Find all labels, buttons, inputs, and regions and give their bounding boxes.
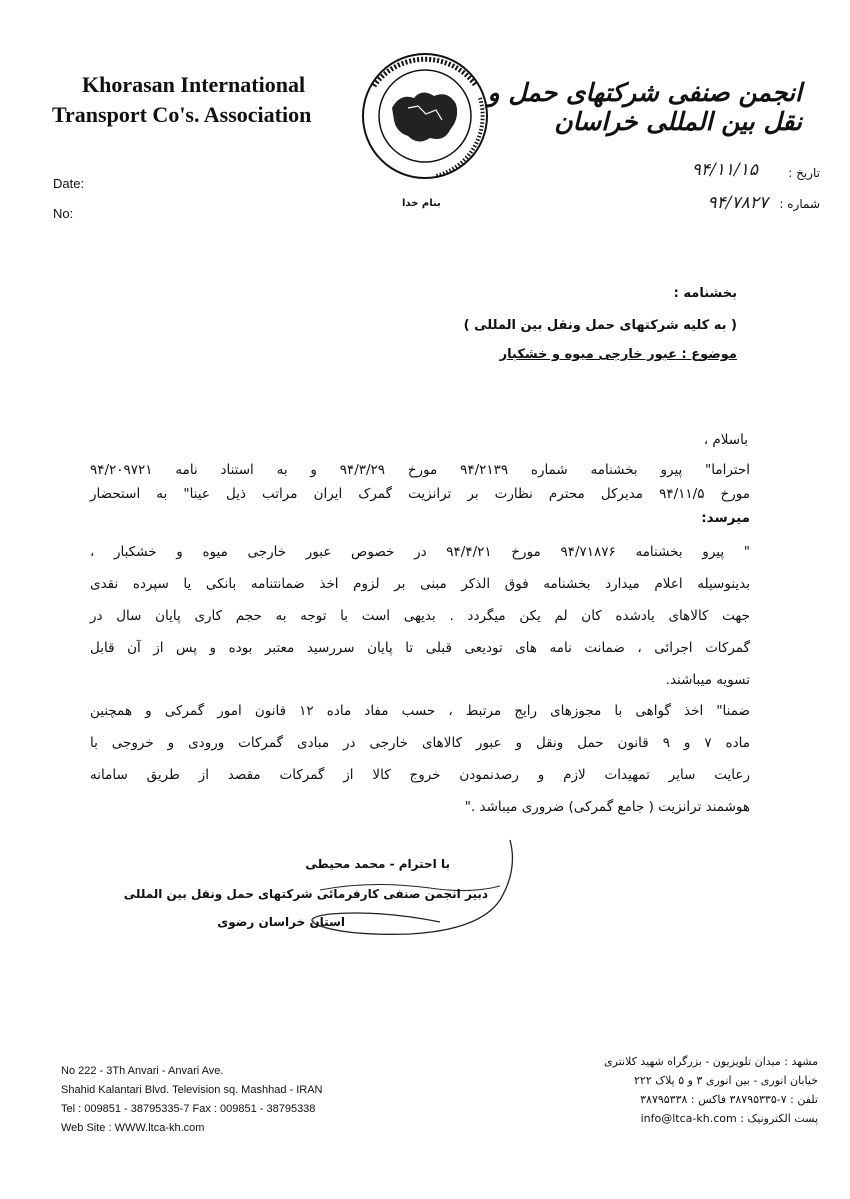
date-label-fa: تاریخ : <box>788 166 820 180</box>
subject-line: موضوع : عبور خارجی میوه و خشکبار <box>499 347 737 362</box>
number-label-fa: شماره : <box>779 197 820 211</box>
greeting: باسلام ، <box>703 432 748 448</box>
number-value: ۹۴/۷۸۲۷ <box>707 193 768 213</box>
body-line: مورخ ۹۴/۱۱/۵ مدیرکل محترم نظارت بر ترانزیت گمرک ایران مراتب ذیل عینا" به استحضار <box>90 486 750 502</box>
number-label-en: No: <box>53 206 74 221</box>
footer-en-line: Shahid Kalantari Blvd. Television sq. Mashhad - IRAN <box>61 1084 323 1096</box>
basmala: بنام خدا <box>402 198 441 209</box>
org-name-en <box>52 70 342 130</box>
date-value: ۹۴/۱۱/۱۵ <box>691 160 758 180</box>
signature-name: با احترام - محمد محیطی <box>305 857 450 871</box>
body-line: رعایت سایر تمهیدات لازم و رصدنمودن خروج کالا از گمرکات مقصد از طریق سامانه <box>90 767 750 783</box>
body-line: گمرکات اجرائی ، ضمانت نامه های تودیعی قبلی تا پایان سررسید معتبر بوده و پس از آن قابل <box>90 640 750 656</box>
body-line: هوشمند ترانزیت ( جامع گمرکی) ضروری میباشد ." <box>464 799 750 815</box>
footer-en-line: Web Site : WWW.ltca-kh.com <box>61 1122 205 1134</box>
body-line: بدینوسیله اعلام میدارد بخشنامه فوق الذکر مبنی بر لزوم اخذ ضمانتنامه بانکی یا سپرده نقدی <box>90 576 750 592</box>
footer-en-line: No 222 - 3Th Anvari - Anvari Ave. <box>61 1065 224 1077</box>
org-name-fa: انجمن صنفی شرکتهای حمل و نقل بین المللی خراسان <box>487 78 802 136</box>
footer-address-en <box>61 1062 323 1138</box>
body-line: تسویه میباشند. <box>665 672 750 688</box>
body-line: ضمنا" اخذ گواهی با مجوزهای رایج مرتبط ، حسب مفاد ماده ۱۲ قانون امور گمرکی و همچنین <box>90 703 750 719</box>
footer-en-line: Tel : 009851 - 38795335-7 Fax : 009851 - 38795338 <box>61 1103 316 1115</box>
footer-fa-line: تلفن : ۷-۳۸۷۹۵۳۳۵ فاکس : ۳۸۷۹۵۳۳۸ <box>640 1093 818 1106</box>
footer-fa-line: مشهد : میدان تلویزیون - بزرگراه شهید کلانتری <box>604 1055 818 1068</box>
body-line: احتراما" پیرو بخشنامه شماره ۹۴/۲۱۳۹ مورخ ۹۴/۳/۲۹ و به استناد نامه ۹۴/۲۰۹۷۲۱ <box>90 462 750 478</box>
footer-fa-line: خیابان انوری - بین انوری ۳ و ۵ پلاک ۲۲۲ <box>634 1074 818 1087</box>
org-name-en-line1: Khorasan International <box>82 72 306 97</box>
signature-province: استان خراسان رضوی <box>217 915 345 929</box>
recipient-line: ( به کلیه شرکتهای حمل ونقل بین المللی ) <box>463 318 737 333</box>
footer-address-fa <box>558 1052 818 1128</box>
footer-fa-line: پست الکترونیک : info@ltca-kh.com <box>640 1112 818 1125</box>
body-line: " پیرو بخشنامه ۹۴/۷۱۸۷۶ مورخ ۹۴/۴/۲۱ در خصوص عبور خارجی میوه و خشکبار ، <box>90 544 750 560</box>
body-line: میرسد: <box>701 510 750 526</box>
body-line: جهت کالاهای یادشده کان لم یکن میگردد . بدیهی است با توجه به حجم کاری پایان سال در <box>90 608 750 624</box>
org-name-en-line2: Transport Co's. Association <box>52 102 312 127</box>
circular-label: بخشنامه : <box>673 286 737 301</box>
body-line: ماده ۷ و ۹ قانون حمل ونقل و عبور کالاهای خارجی در مبادی گمرکات ورودی و خروجی با <box>90 735 750 751</box>
date-label-en: Date: <box>53 176 85 191</box>
signature-title: دبیر انجمن صنفی کارفرمائی شرکتهای حمل ونقل بین المللی <box>123 887 488 901</box>
